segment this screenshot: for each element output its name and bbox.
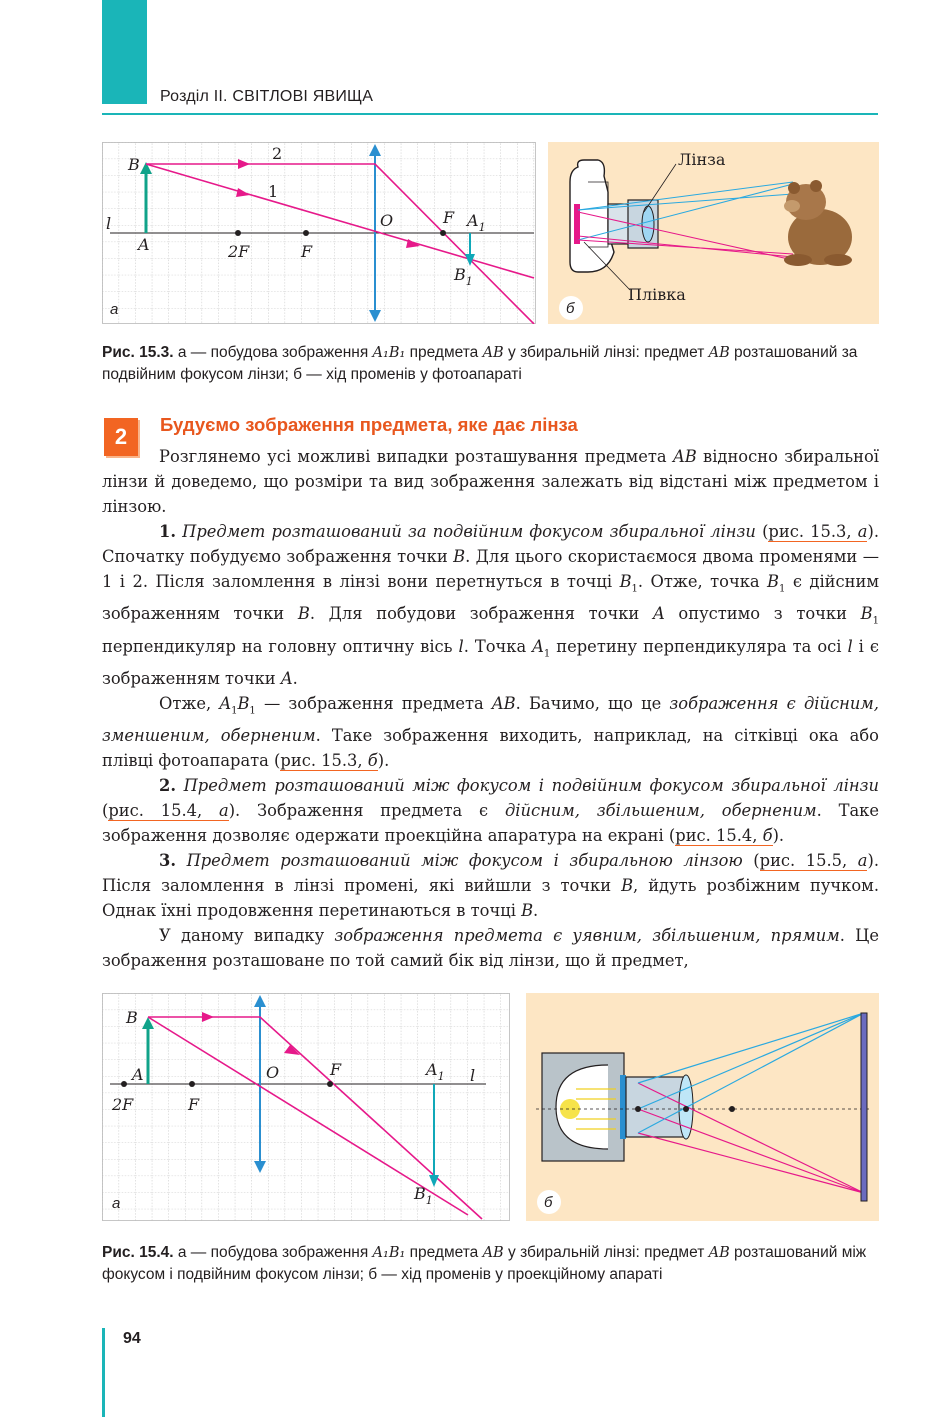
label-O: O	[380, 211, 394, 230]
header-rule	[102, 113, 878, 115]
label-A: A	[132, 1065, 144, 1084]
section-number-badge: 2	[104, 418, 138, 456]
label-l: l	[106, 214, 112, 233]
film-label: Плівка	[628, 285, 686, 304]
label-2F: 2F	[112, 1095, 134, 1114]
page-number: 94	[123, 1330, 141, 1347]
label-F-right: F	[443, 208, 455, 227]
caption-15-3: Рис. 15.3. а — побудова зображення A₁B₁ предмета AB у збиральній лінзі: предмет AB розташований за подвійним фокусом лінзи; б — хід променів у фотоапараті	[102, 344, 858, 383]
figure-15-4-a	[102, 993, 510, 1221]
label-A1: $A_1$	[426, 1060, 445, 1083]
chapter-tab	[102, 0, 147, 104]
caption-15-4: Рис. 15.4. а — побудова зображення A₁B₁ предмета AB у збиральній лінзі: предмет AB розташований між фокусом і подвійним фокусом лінзи; б — хід променів у проекційному апараті	[102, 1244, 867, 1283]
label-F-right: F	[330, 1060, 342, 1079]
ray-label-1: 1	[268, 182, 279, 201]
body-text	[102, 444, 879, 973]
figure-15-3-b	[548, 142, 879, 324]
ray-label-2: 2	[272, 144, 283, 163]
label-B: B	[128, 155, 140, 174]
panel-label-a: а	[112, 1195, 121, 1212]
label-F-left: F	[188, 1095, 200, 1114]
figure-15-4-b	[526, 993, 879, 1221]
label-A1: $A_1$	[467, 211, 486, 234]
label-A: A	[138, 235, 150, 254]
label-2F: 2F	[228, 242, 250, 261]
label-O: O	[266, 1063, 280, 1082]
paragraph-case-3-result: У даному випадку зображення предмета є уявним, збільшеним, прямим. Це зображення розташоване по той самий бік від лінзи, що й предмет,	[102, 926, 880, 970]
panel-label-b: б	[544, 1194, 553, 1211]
paragraph-case-3: 3. Предмет розташований між фокусом і збиральною лінзою (рис. 15.5, а). Після заломлення в лінзі промені, які вийшли з точки B, йдуть розбіжним пучком. Однак їхні продовження перетинаються в точці B.	[102, 851, 879, 920]
label-F-left: F	[301, 242, 313, 261]
label-B1: $B_1$	[454, 265, 473, 288]
running-header: Розділ ІІ. СВІТЛОВІ ЯВИЩА	[160, 88, 374, 105]
figure-15-3-a	[102, 142, 536, 324]
label-B: B	[126, 1008, 138, 1027]
panel-label-b: б	[566, 300, 575, 317]
paragraph-case-1: 1. Предмет розташований за подвійним фокусом збиральної лінзи (рис. 15.3, а). Спочатку побудуємо зображення точки B. Для цього скористаємося двома променями — 1 і 2. Після заломлення в лінзі вони перетнуться в точці $B_1$. Отже, точка $B_1$ є дійсним зображенням точки B. Для побудови зображення точки A опустимо з точки $B_1$ перпендикуляр на головну оптичну вісь l. Точка $A_1$ перетину перпендикуляра та осі l і є зображенням точки A.	[102, 522, 879, 688]
lens-label: Лінза	[678, 150, 726, 169]
paragraph-intro: Розглянемо усі можливі випадки розташування предмета AB відносно збиральної лінзи й доведемо, що розміри та вид зображення залежать від відстані між предметом і лінзою.	[102, 447, 879, 516]
section-title: Будуємо зображення предмета, яке дає лінза	[160, 414, 578, 435]
label-B1: $B_1$	[414, 1184, 433, 1207]
paragraph-case-1-result: Отже, $A_1B_1$ — зображення предмета AB. Бачимо, що це зображення є дійсним, зменшеним, оберненим. Таке зображення виходить, наприклад, на сітківці ока або плівці фотоапарата (рис. 15.3, б).	[102, 693, 879, 770]
footer-bar	[102, 1328, 105, 1417]
panel-label-a: а	[110, 301, 119, 318]
paragraph-case-2: 2. Предмет розташований між фокусом і подвійним фокусом збиральної лінзи (рис. 15.4, а). Зображення предмета є дійсним, збільшеним, оберненим. Таке зображення дозволяє одержати проекційна апаратура на екрані (рис. 15.4, б).	[102, 776, 879, 845]
label-l: l	[470, 1066, 476, 1085]
